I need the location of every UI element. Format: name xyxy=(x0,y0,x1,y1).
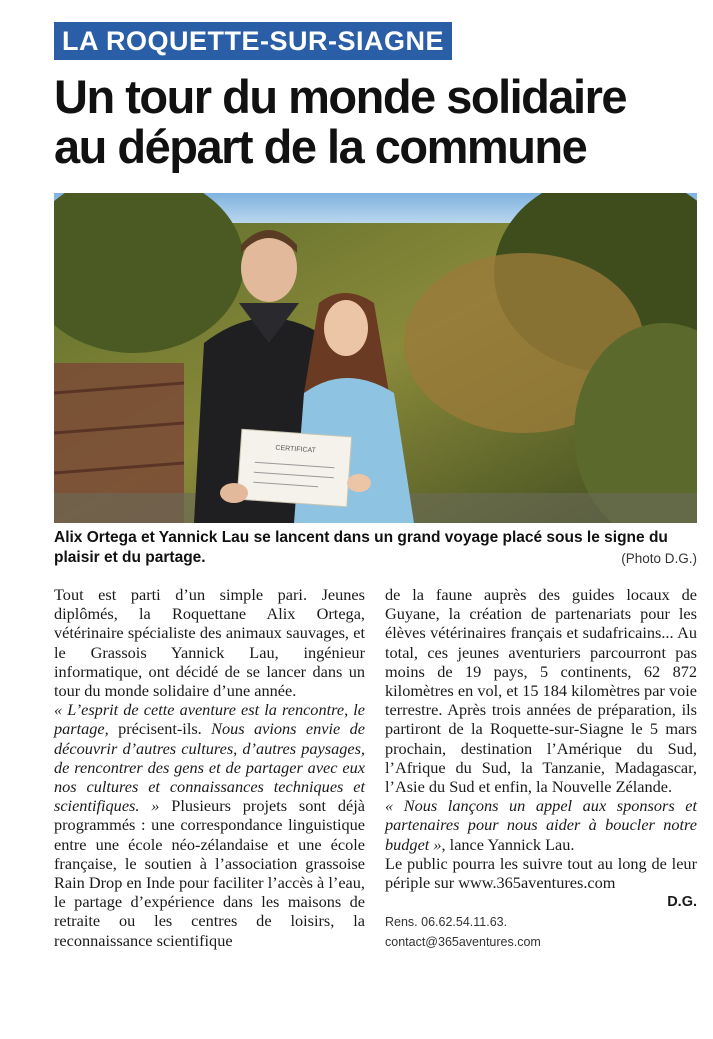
paragraph-follow: Le public pourra les suivre tout au long de leur périple sur www.365aventures.com xyxy=(385,853,697,893)
contact-phone: Rens. 06.62.54.11.63. xyxy=(385,915,508,930)
paragraph-projects: Plusieurs projets sont déjà programmés : une correspondance linguistique entre une école néo-zélandaise et une école française, le soutien à l’association grassoise Rain Drop en Inde pour faciliter l’accès à l’eau, le partage d’expérience dans les maisons de retraite ou les centres de loisirs, la reconnaissance scientifique xyxy=(54,796,366,950)
sponsor-quote: « Nous lançons un appel aux sponsors et partenaires pour nous aider à boucler notre budget » xyxy=(385,796,697,854)
author-signature: D.G. xyxy=(667,894,697,911)
paragraph-quote xyxy=(54,700,365,950)
paragraph-sponsor-quote xyxy=(385,796,697,854)
article-column-1 xyxy=(54,585,365,950)
sponsor-quote-attribution: , lance Yannick Lau. xyxy=(441,834,575,854)
quote-part-1: « L’esprit de cette aventure est la rencontre, le partage, xyxy=(54,700,365,739)
photo-illustration xyxy=(54,193,697,523)
photo-credit: (Photo D.G.) xyxy=(621,551,697,566)
article-photo xyxy=(54,193,697,523)
headline xyxy=(54,72,704,172)
quote-attribution: précisent-ils. xyxy=(108,719,212,739)
contact-email: contact@365aventures.com xyxy=(385,935,541,950)
paragraph-intro: Tout est parti d’un simple pari. Jeunes diplômés, la Roquettane Alix Ortega, vétérinaire spécialiste des animaux sauvages, et le Grassois Yannick Lau, ingénieur informatique, ont décidé de se lancer dans un tour du monde solidaire d’une année. xyxy=(54,585,365,701)
paragraph-continued: de la faune auprès des guides locaux de Guyane, la création de partenariats pour les élèves vétérinaires français et sudafricains... Au total, ces jeunes aventuriers parcourront pas moins de 19 pays, 5 continents, 62 872 kilomètres en vol, et 15 184 kilomètres par voie terrestre. Après trois années de préparation, ils partiront de la Roquette-sur-Siagne le 5 mars prochain, destination l’Amérique du Sud, l’Afrique du Sud, la Tanzanie, Madagascar, l’Asie du Sud et enfin, la Nouvelle Zélande. xyxy=(385,585,697,797)
section-kicker: LA ROQUETTE-SUR-SIAGNE xyxy=(54,22,452,60)
certificate-heading: CERTIFICAT xyxy=(275,444,317,455)
article-column-2 xyxy=(385,585,697,952)
headline-line-2: au départ de la commune xyxy=(54,120,587,173)
photo-caption: Alix Ortega et Yannick Lau se lancent dans un grand voyage placé sous le signe du plaisir et du partage. xyxy=(54,529,668,566)
quote-part-2: Nous avions envie de découvrir d’autres cultures, d’autres paysages, de rencontrer des gens et de partager avec eux nos cultures et connaissances techniques et scientifiques. » xyxy=(54,719,366,816)
headline-line-1: Un tour du monde solidaire xyxy=(54,70,627,123)
